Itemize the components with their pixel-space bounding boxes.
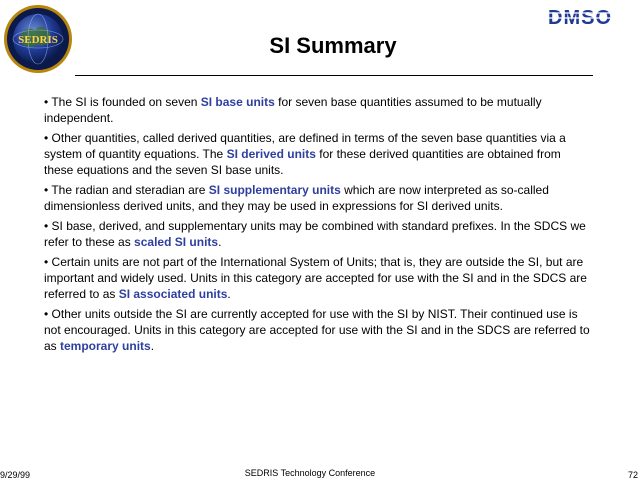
term-si-base-units: SI base units <box>200 95 275 109</box>
footer-conference: SEDRIS Technology Conference <box>244 468 376 478</box>
term-si-supplementary-units: SI supplementary units <box>208 183 341 197</box>
bullet-si-supplementary-units: • The radian and steradian are SI supplementary units which are now interpreted as so-called dimensionless derived units, and they may be used in expressions for SI derived units. <box>44 183 549 213</box>
footer-page-number: 72 <box>627 470 638 480</box>
bullet-si-base-units: • The SI is founded on seven SI base units for seven base quantities assumed to be mutually independent. <box>44 95 542 125</box>
term-si-derived-units: SI derived units <box>226 147 316 161</box>
sedris-logo-text: SEDRIS <box>18 34 58 46</box>
bullet-si-derived-units: • Other quantities, called derived quantities, are defined in terms of the seven base quantities via a system of quantity equations. The SI derived units for these derived quantities are obtained from these equations and the seven SI base units. <box>44 131 566 177</box>
title-divider <box>75 75 593 76</box>
footer-date: 9/29/99 <box>0 470 31 480</box>
dmso-logo <box>537 5 623 27</box>
term-scaled-si-units: scaled SI units <box>134 235 219 249</box>
bullet-si-associated-units: • Certain units are not part of the International System of Units; that is, they are outside the SI, but are important and widely used. Units in this category are accepted for use with the SI and in the SDCS are referred to as SI associated units. <box>44 255 587 301</box>
bullet-list <box>44 94 592 358</box>
dmso-logo-text: DMSO <box>548 7 612 27</box>
term-si-associated-units: SI associated units <box>118 287 228 301</box>
bullet-temporary-units: • Other units outside the SI are currently accepted for use with the SI by NIST. Their continued use is not encouraged. Units in this category are accepted for use with the SI and in the SDCS are referred to as temporary units. <box>44 307 590 353</box>
page-title: SI Summary <box>269 33 397 58</box>
bullet-scaled-si-units: • SI base, derived, and supplementary units may be combined with standard prefixes. In the SDCS we refer to these as scaled SI units. <box>44 219 586 249</box>
term-temporary-units: temporary units <box>60 339 151 353</box>
